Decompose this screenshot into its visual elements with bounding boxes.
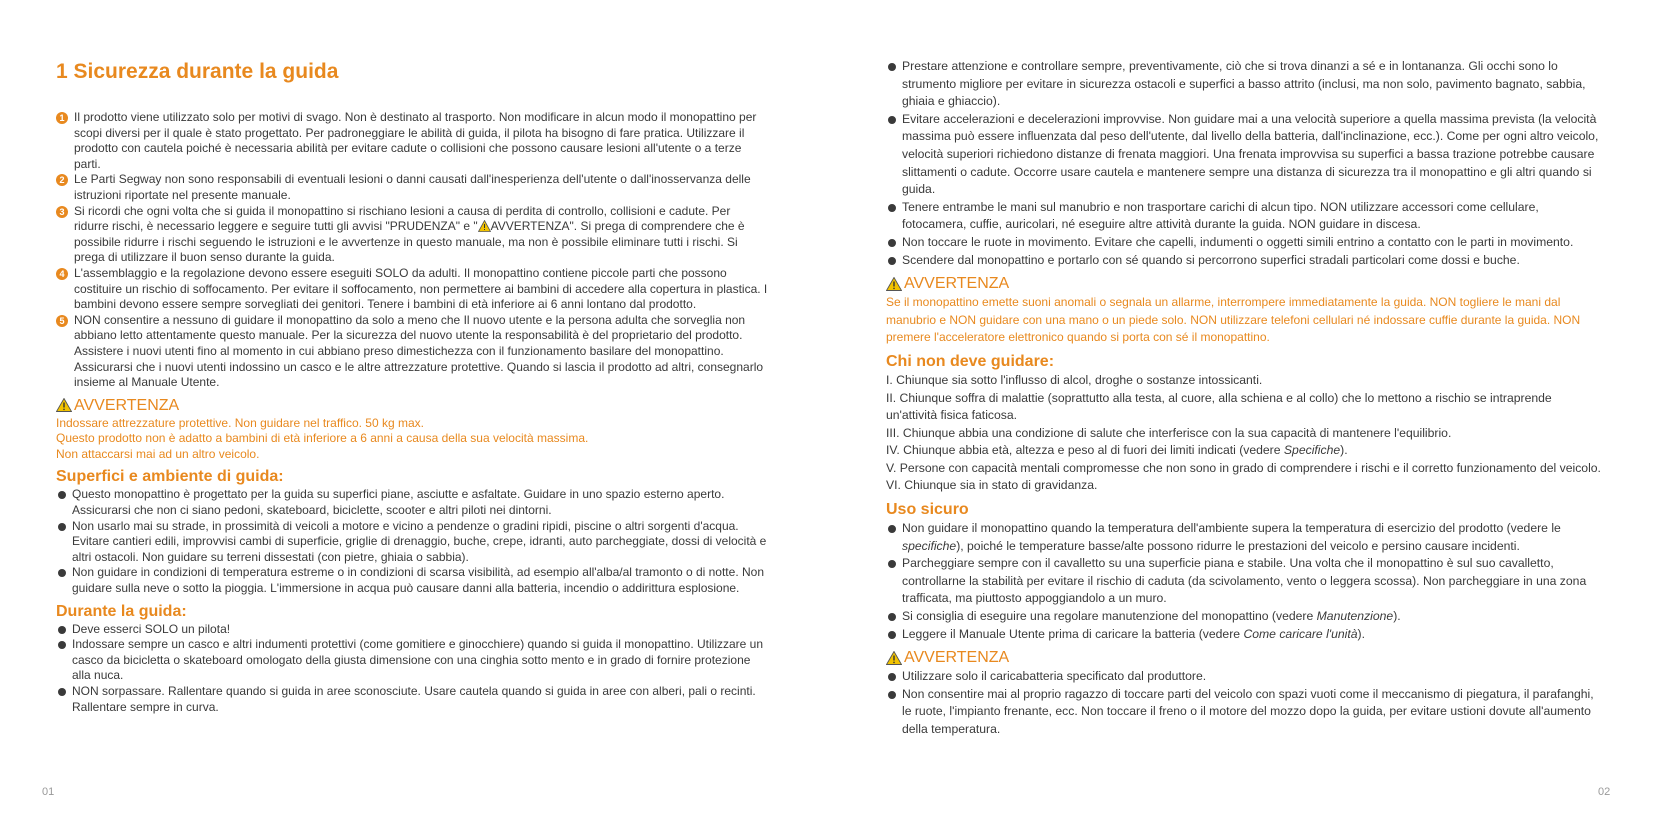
warning-heading xyxy=(886,273,1602,294)
who-line: I. Chiunque sia sotto l'influsso di alcol, droghe o sostanze intossicanti. xyxy=(886,372,1263,387)
numbered-item-text: L'assemblaggio e la regolazione devono essere eseguiti SOLO da adulti. Il monopattino contiene piccole parti che possono costituire un rischio di soffocamento. Per evitare il soffocamento, non permettere ai bambini di accedere alla copertura in plastica. I bambini devono essere sempre sorvegliati dei genitori. Tenere i bambini di età inferiore ai 6 anni lontano dal prodotto. xyxy=(74,265,768,312)
warning-heading xyxy=(56,395,768,416)
warning-title: AVVERTENZA xyxy=(904,649,1010,667)
numbered-item-text: Le Parti Segway non sono responsabili di eventuali lesioni o danni causati dall'inesperienza dell'utente o dall'inosservanza delle istruzioni riportate nel presente manuale. xyxy=(74,172,751,202)
list-item xyxy=(886,668,1602,686)
list-item-text: Non toccare le ruote in movimento. Evitare che capelli, indumenti o oggetti simili entrino a contatto con le parti in movimento. xyxy=(902,234,1574,249)
bullet-dot-icon xyxy=(58,569,66,577)
who-line xyxy=(886,442,1602,460)
riding-list xyxy=(886,58,1602,269)
bullet-dot-icon xyxy=(58,523,66,531)
list-item-text: ), poiché le temperature basse/alte possono ridurre le prestazioni del veicolo e persino causare incidenti. xyxy=(956,538,1520,553)
bullet-dot-icon xyxy=(888,63,896,71)
list-item-text: Parcheggiare sempre con il cavalletto su una superficie piana e stabile. Una volta che il monopattino è sul suo cavalletto, controllarne la stabilità per evitare il rischio di caduta (da scivolamento, vento o leggera scossa). Non parcheggiare in una zona trafficata, ma piuttosto appoggiandolo a un muro. xyxy=(902,556,1587,606)
bullet-dot-icon xyxy=(58,688,66,696)
who-line: VI. Chiunque sia in stato di gravidanza. xyxy=(886,478,1098,493)
page-number-left: 01 xyxy=(42,786,55,798)
list-item xyxy=(886,111,1602,199)
numbered-item-text: NON consentire a nessuno di guidare il monopattino da solo a meno che Il nuovo utente e la persona adulta che sorveglia non abbiano letto attentamente questo manuale. Per la sicurezza del nuovo utente la responsabilità è del proprietario del prodotto. Assistere i nuovi utenti fino al momento in cui abbiano preso dimestichezza con il funzionamento basilare del monopattino. Assicurarsi che i nuovi utenti indossino un casco e le altre attrezzature protettive. Quando si lascia il prodotto ad altri, consegnarlo insieme al Manuale Utente. xyxy=(74,312,764,390)
list-item-text: Leggere il Manuale Utente prima di caricare la batteria (vedere xyxy=(902,626,1244,641)
bullet-dot-icon xyxy=(888,631,896,639)
numbered-item xyxy=(56,266,768,313)
who-line: V. Persone con capacità mentali compromesse che non sono in grado di comprendere i rischi e il corretto funzionamento del veicolo. xyxy=(886,460,1601,475)
list-item xyxy=(56,519,768,566)
numbered-item xyxy=(56,204,768,266)
warning-triangle-icon xyxy=(56,398,72,412)
number-badge-icon: 5 xyxy=(56,315,68,327)
bullet-dot-icon xyxy=(58,491,66,499)
warning-list xyxy=(886,668,1602,738)
warning-line: Non attaccarsi mai ad un altro veicolo. xyxy=(56,446,260,461)
warning-title: AVVERTENZA xyxy=(904,275,1010,293)
section-heading-surfaces: Superfici e ambiente di guida: xyxy=(56,468,284,486)
warning-line: Indossare attrezzature protettive. Non guidare nel traffico. 50 kg max. xyxy=(56,415,424,430)
warning-text: Se il monopattino emette suoni anomali o segnala un allarme, interrompere immediatamente la guida. NON togliere le mani dal manubrio e NON guidare con una mano o un piede solo. NON utilizzare telefoni cellulari né indossare cuffie durante la guida. NON premere l'acceleratore elettronico quando si porta con sé il monopattino. xyxy=(886,295,1581,345)
list-item-text: Deve esserci SOLO un pilota! xyxy=(72,621,231,636)
list-item xyxy=(56,622,768,638)
who-line-text: IV. Chiunque abbia età, altezza e peso al di fuori dei limiti indicati (vedere xyxy=(886,443,1284,458)
number-badge-icon: 2 xyxy=(56,174,68,186)
list-item-text: Evitare accelerazioni e decelerazioni improvvise. Non guidare mai a una velocità superiore a quella massima prevista (la velocità massima può essere influenzata dal peso dell'utente, dal livello della batteria, dall'inclinazione, ecc.). Come per ogni altro veicolo, velocità superiori richiedono distanze di frenata maggiori. Una frenata improvvisa su superfici a bassa trazione potrebbe causare slittamenti o cadute. Occorre usare cautela e mantenere sempre una distanza di sicurezza tra il monopattino e gli altri quando si guida. xyxy=(902,111,1599,197)
during-list xyxy=(56,622,768,716)
bullet-dot-icon xyxy=(58,641,66,649)
list-item-text: NON sorpassare. Rallentare quando si guida in aree sconosciute. Usare cautela quando si guida in aree con alberi, pali o recinti. Rallentare sempre in curva. xyxy=(72,684,756,714)
list-item-text: Scendere dal monopattino e portarlo con sé quando si percorrono superfici stradali particolari come dossi e buche. xyxy=(902,252,1520,267)
bullet-dot-icon xyxy=(888,673,896,681)
list-item-text: Questo monopattino è progettato per la guida su superfici piane, asciutte e asfaltate. Guidare in uno spazio esterno aperto. Assicurarsi che non ci siano pedoni, skateboard, biciclette, scooter e altri piloti nei dintorni. xyxy=(72,487,725,518)
list-item xyxy=(886,555,1602,608)
list-item xyxy=(886,520,1602,555)
list-item-text: Prestare attenzione e controllare sempre, preventivamente, ciò che si trova dinanzi a sé e in lontananza. Gli occhi sono lo strumento migliore per evitare in sicurezza ostacoli e superfici a basso attrito (inclusi, ma non solo, pavimento bagnato, sabbia, ghiaia e ghiaccio). xyxy=(902,59,1586,109)
list-item xyxy=(886,686,1602,739)
safe-use-list xyxy=(886,520,1602,643)
list-item-emph: Come caricare l'unità xyxy=(1243,626,1358,641)
number-badge-icon: 4 xyxy=(56,268,68,280)
list-item-text: ). xyxy=(1357,626,1365,641)
list-item xyxy=(886,234,1602,252)
who-line: II. Chiunque soffra di malattie (soprattutto alla testa, al cuore, alla schiena e al collo) che lo mettono a rischio se intraprende un'attività fisica faticosa. xyxy=(886,390,1552,423)
list-item-emph: specifiche xyxy=(902,538,957,553)
numbered-list xyxy=(56,110,768,391)
bullet-dot-icon xyxy=(888,204,896,212)
warning-line: Questo prodotto non è adatto a bambini di età inferiore a 6 anni a causa della sua velocità massima. xyxy=(56,431,589,446)
who-line-text: ). xyxy=(1340,443,1348,458)
bullet-dot-icon xyxy=(888,525,896,533)
bullet-dot-icon xyxy=(888,613,896,621)
numbered-item xyxy=(56,172,768,203)
list-item xyxy=(56,684,768,715)
bullet-dot-icon xyxy=(888,116,896,124)
bullet-dot-icon xyxy=(888,560,896,568)
warning-title: AVVERTENZA xyxy=(74,396,180,414)
number-badge-icon: 3 xyxy=(56,206,68,218)
bullet-dot-icon xyxy=(888,691,896,699)
number-badge-icon: 1 xyxy=(56,112,68,124)
warning-triangle-icon xyxy=(478,220,491,232)
list-item xyxy=(56,487,768,518)
numbered-item-text: Il prodotto viene utilizzato solo per motivi di svago. Non è destinato al trasporto. Non modificare in alcun modo il monopattino per scopi diversi per il quale è stato progettato. Per padroneggiare le abilità di guida, il pilota ha bisogno di fare pratica. Utilizzare il prodotto con cautela poiché è necessaria abilità per evitare cadute o collisioni che possono causare lesioni all'utente o a terze parti. xyxy=(74,110,757,171)
numbered-item-text: AVVERTENZA". Si prega di comprendere che è possibile ridurre i rischi seguendo le istruzioni e le avvertenze in questo manuale, ma non è possibile eliminare tutti i rischi. Si prega di utilizzare il buon senso durante la guida. xyxy=(74,219,745,265)
warning-triangle-icon xyxy=(886,651,902,665)
list-item xyxy=(886,199,1602,234)
list-item xyxy=(56,565,768,596)
warning-heading xyxy=(886,647,1602,668)
list-item-emph: Manutenzione xyxy=(1316,609,1394,624)
bullet-dot-icon xyxy=(58,626,66,634)
list-item-text: Non usarlo mai su strade, in prossimità di veicoli a motore e vicino a pendenze o gradini ripidi, piscine o altri sorgenti d'acqua. Evitare cantieri edili, improvvisi cambi di superficie, griglie di drenaggio, buche, crepe, idranti, auto parcheggiate, dossi di velocità e altri ostacoli. Non guidare su terreni dissestati (con pietre, ghiaia o sabbia). xyxy=(72,518,767,564)
page-title: 1 Sicurezza durante la guida xyxy=(56,60,339,83)
numbered-item xyxy=(56,110,768,172)
list-item-text: Indossare sempre un casco e altri indumenti protettivi (come gomitiere e ginocchiere) quando si guida il monopattino. Utilizzare un casco da bicicletta o skateboard omologato della giusta dimensione con una cinghia sotto mento e in grado di fornire protezione alla nuca. xyxy=(72,637,764,683)
list-item xyxy=(886,626,1602,644)
list-item xyxy=(886,608,1602,626)
list-item xyxy=(886,252,1602,270)
numbered-item-text: Si ricordi che ogni volta che si guida il monopattino si rischiano lesioni a causa di perdita di controllo, collisioni e cadute. Per ridurre rischi, è necessario leggere e seguire tutti gli avvisi "PRUDENZA" e " xyxy=(74,203,731,234)
section-heading-during: Durante la guida: xyxy=(56,602,187,620)
list-item-text: Utilizzare solo il caricabatteria specificato dal produttore. xyxy=(902,669,1207,684)
bullet-dot-icon xyxy=(888,257,896,265)
list-item-text: ). xyxy=(1393,609,1401,624)
right-page xyxy=(886,58,1602,739)
bullet-dot-icon xyxy=(888,239,896,247)
list-item xyxy=(886,58,1602,111)
list-item-text: Tenere entrambe le mani sul manubrio e non trasportare carichi di alcun tipo. NON utilizzare accessori come cellulare, fotocamera, cuffie, auricolari, né eseguire altre attività durante la guida. NON guidare in discesa. xyxy=(902,199,1539,232)
left-page xyxy=(56,58,768,715)
page-number-right: 02 xyxy=(1598,786,1611,798)
who-line: III. Chiunque abbia una condizione di salute che interferisce con la sua capacità di mantenere l'equilibrio. xyxy=(886,425,1452,440)
section-heading-who: Chi non deve guidare: xyxy=(886,352,1055,370)
surfaces-list xyxy=(56,487,768,596)
who-line-link-text: Specifiche xyxy=(1283,443,1341,458)
list-item-text: Non consentire mai al proprio ragazzo di toccare parti del veicolo con spazi vuoti come il meccanismo di piegatura, il parafanghi, le ruote, l'impianto frenante, ecc. Non toccare il freno o il motore del mozzo dopo la guida, per evitare ustioni dovute all'aumento della temperatura. xyxy=(902,686,1594,736)
warning-triangle-icon xyxy=(886,277,902,291)
list-item xyxy=(56,637,768,684)
section-heading-safe-use: Uso sicuro xyxy=(886,501,969,519)
list-item-text: Si consiglia di eseguire una regolare manutenzione del monopattino (vedere xyxy=(902,609,1317,624)
list-item-text: Non guidare il monopattino quando la temperatura dell'ambiente supera la temperatura di esercizio del prodotto (vedere le xyxy=(902,521,1561,536)
numbered-item xyxy=(56,313,768,391)
list-item-text: Non guidare in condizioni di temperatura estreme o in condizioni di scarsa visibilità, ad esempio all'alba/al tramonto o di notte. Non guidare sulla neve o sotto la pioggia. L'immersione in acqua può causare danni alla batteria, incendio o addirittura esplosione. xyxy=(72,565,764,596)
